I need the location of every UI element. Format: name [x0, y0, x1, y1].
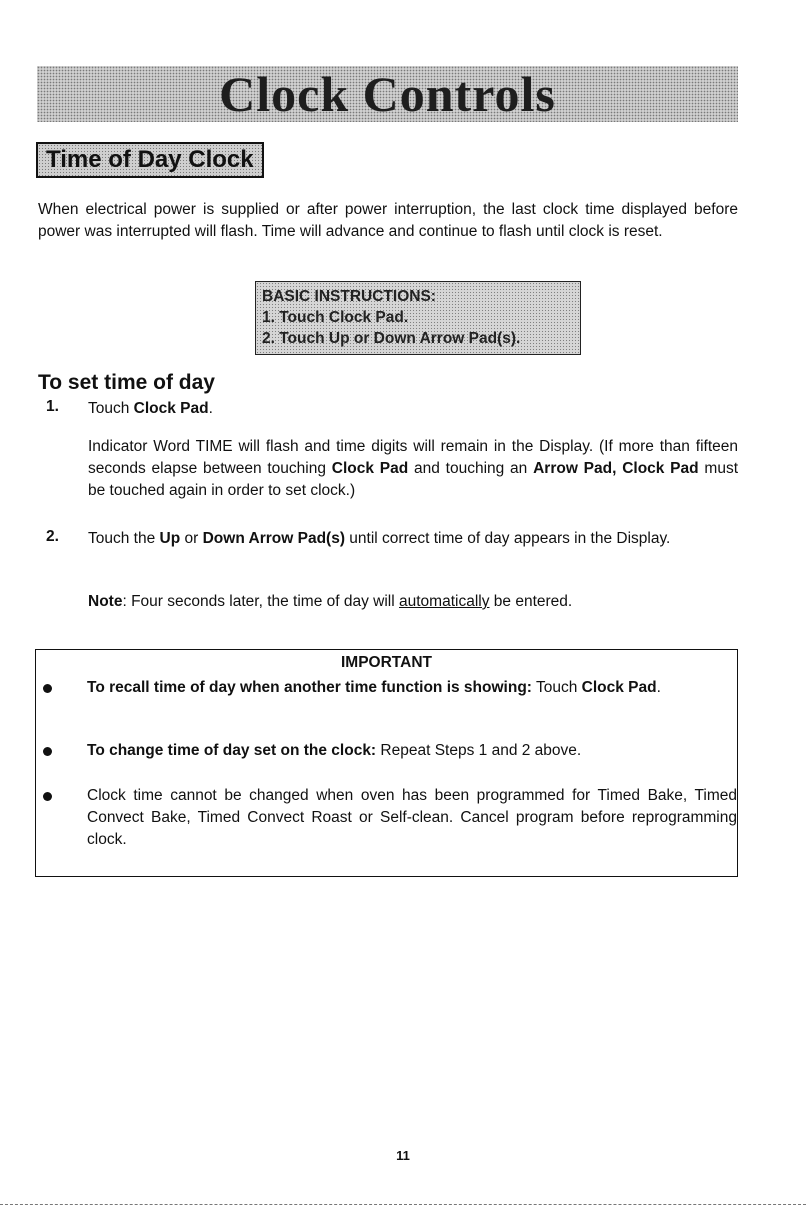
step-1-detail-text-2: and touching an [408, 460, 534, 477]
basic-instructions-line-1: 1. Touch Clock Pad. [262, 309, 409, 326]
intro-paragraph: When electrical power is supplied or after power interruption, the last clock time displayed before power was interrupted will flash. Time will advance and continue to flash until clock is reset. [38, 201, 738, 240]
important-box [35, 649, 738, 877]
note-text-2: be entered. [489, 593, 573, 610]
step-1-detail-bold-2: Arrow Pad, Clock Pad [533, 460, 699, 477]
basic-instructions-box [255, 281, 581, 355]
note-text-1: : Four seconds later, the time of day will [122, 593, 399, 610]
basic-instructions-line-2: 2. Touch Up or Down Arrow Pad(s). [262, 330, 521, 347]
bullet-1-text-2: . [656, 679, 661, 696]
bullet-icon [43, 747, 52, 756]
important-bullet-3: Clock time cannot be changed when oven has been programmed for Timed Bake, Timed Convect Bake, Timed Convect Roast or Self-clean. Cancel program before reprogramming clock. [87, 787, 737, 848]
step-1-detail-bold-1: Clock Pad [331, 460, 409, 477]
step-1-detail-text-3: must be touched again in order to set clock.) [88, 460, 739, 499]
section-tab: Time of Day Clock [36, 142, 264, 178]
step-1-detail [88, 436, 738, 502]
note-label: Note [88, 593, 123, 610]
page-number: 11 [396, 1148, 410, 1163]
step-2-bold-2: Down Arrow Pad(s) [202, 530, 345, 547]
step-1-bold: Clock Pad [133, 400, 209, 417]
note [88, 591, 738, 613]
step-1-text [88, 398, 738, 420]
step-1-prefix: Touch [88, 400, 134, 417]
bullet-icon [43, 792, 52, 801]
page-title: Clock Controls [219, 66, 556, 122]
step-1-suffix: . [208, 400, 213, 417]
step-2-number: 2. [46, 528, 59, 545]
basic-instructions-heading: BASIC INSTRUCTIONS: [262, 288, 436, 305]
step-2-bold-1: Up [159, 530, 181, 547]
section-heading: To set time of day [38, 371, 215, 394]
bottom-rule [0, 1204, 806, 1205]
important-bullet-1 [87, 677, 737, 699]
note-underline: automatically [399, 593, 490, 610]
bullet-2-text-1: Repeat Steps 1 and 2 above. [376, 742, 582, 759]
step-2-text-1: Touch the [88, 530, 160, 547]
title-banner [37, 66, 738, 122]
step-2-text [88, 528, 738, 550]
step-1-number: 1. [46, 398, 59, 415]
bullet-1-bold-2: Clock Pad [581, 679, 657, 696]
bullet-icon [43, 684, 52, 693]
bullet-1-bold: To recall time of day when another time function is showing: [87, 679, 532, 696]
step-1-detail-text-1: Indicator Word TIME will flash and time digits will remain in the Display. (If more than fifteen seconds elapse between touching [88, 438, 738, 477]
bullet-1-text-1: Touch [531, 679, 582, 696]
bullet-2-bold: To change time of day set on the clock: [87, 742, 377, 759]
step-2-text-3: until correct time of day appears in the Display. [345, 530, 671, 547]
important-title: IMPORTANT [341, 654, 432, 671]
important-bullet-2 [87, 740, 737, 762]
step-2-text-2: or [180, 530, 203, 547]
